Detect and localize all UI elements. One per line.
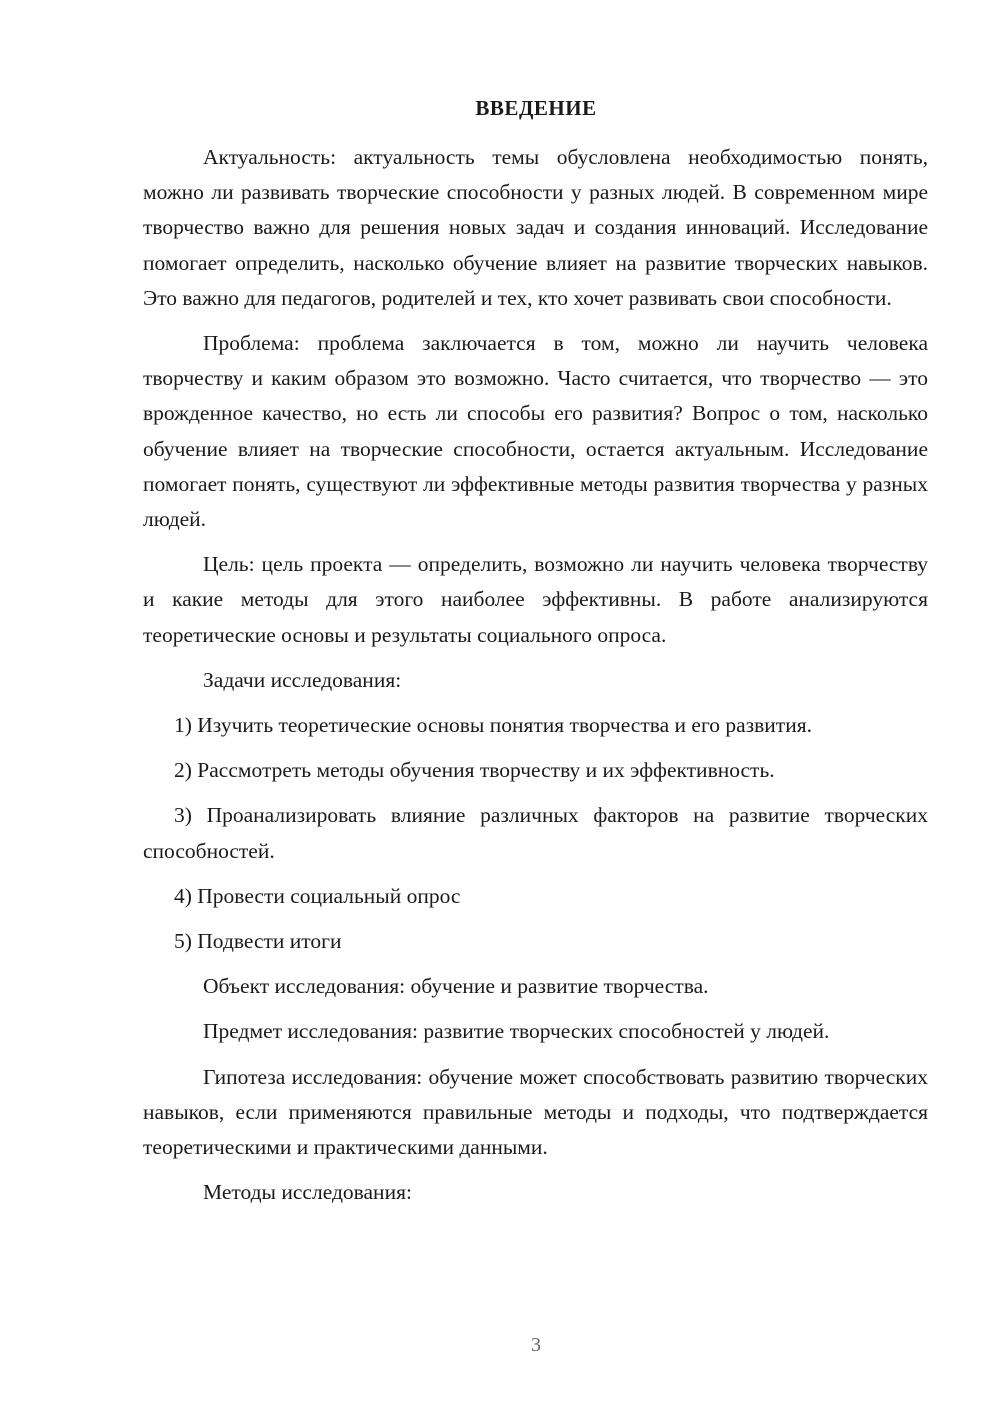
hypothesis-paragraph: Гипотеза исследования: обучение может способствовать развитию творческих навыков, если применяются правильные методы и подходы, что подтверждается теоретическими и практическими данными. [143, 1064, 928, 1160]
goal-paragraph: Цель: цель проекта — определить, возможно ли научить человека творчеству и какие методы для этого наиболее эффективны. В работе анализируются теоретические основы и результаты социального опроса. [143, 552, 928, 647]
task-item: 1) Изучить теоретические основы понятия творчества и его развития. [174, 713, 812, 738]
task-item: 4) Провести социальный опрос [174, 883, 461, 908]
tasks-heading: Задачи исследования: [203, 667, 402, 692]
subject-paragraph: Предмет исследования: развитие творческих способностей у людей. [203, 1019, 830, 1044]
problem-paragraph: Проблема: проблема заключается в том, можно ли научить человека творчеству и каким образом это возможно. Часто считается, что творчество — это врожденное качество, но есть ли способы его развития? Вопрос о том, насколько обучение влияет на творческие способности, остается актуальным. Исследование помогает понять, существуют ли эффективные методы развития творчества у разных людей. [143, 331, 928, 532]
document-body [143, 140, 928, 1220]
object-paragraph: Объект исследования: обучение и развитие творчества. [203, 974, 709, 999]
page-number: 3 [531, 1334, 541, 1356]
relevance-paragraph: Актуальность: актуальность темы обусловлена необходимостью понять, можно ли развивать творческие способности у разных людей. В современном мире творчество важно для решения новых задач и создания инноваций. Исследование помогает определить, насколько обучение влияет на развитие творческих навыков. Это важно для педагогов, родителей и тех, кто хочет развивать свои способности. [143, 145, 928, 310]
page-title: ВВЕДЕНИЕ [475, 96, 597, 120]
methods-heading: Методы исследования: [203, 1180, 412, 1205]
task-item: 3) Проанализировать влияние различных факторов на развитие творческих способностей. [143, 803, 928, 863]
task-item: 5) Подвести итоги [174, 929, 342, 954]
task-item: 2) Рассмотреть методы обучения творчеству и их эффективность. [174, 758, 775, 783]
